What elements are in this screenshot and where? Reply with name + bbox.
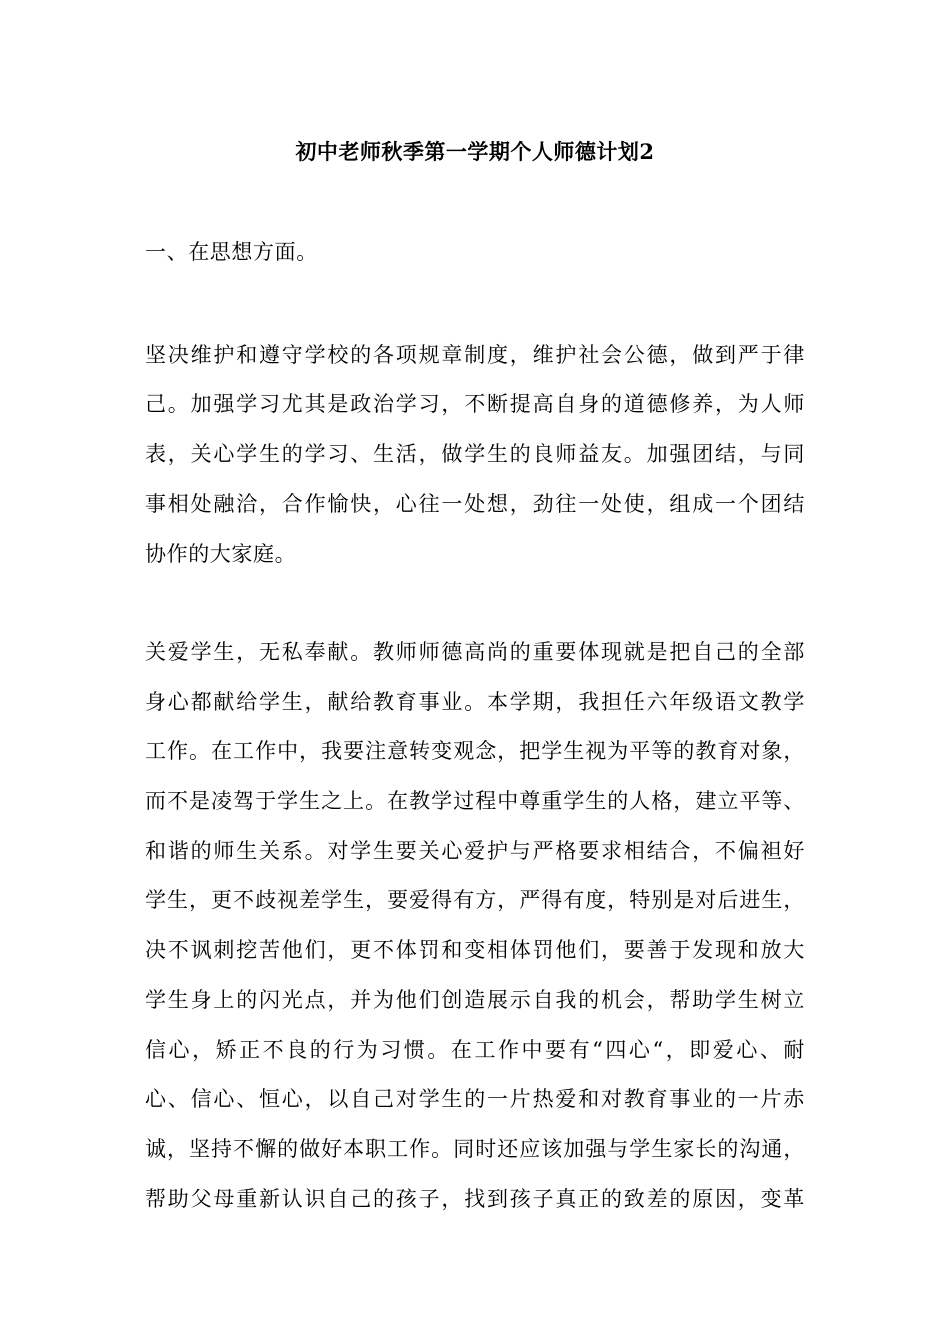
paragraph-line: 和谐的师生关系。对学生要关心爱护与严格要求相结合，不偏袒好	[145, 839, 805, 863]
paragraph-line: 决不讽刺挖苦他们，更不体罚和变相体罚他们，要善于发现和放大	[145, 938, 805, 962]
section-heading: 一、在思想方面。	[145, 240, 318, 264]
paragraph-line: 帮助父母重新认识自己的孩子，找到孩子真正的致差的原因，变革	[145, 1187, 805, 1211]
paragraph-line: 学生，更不歧视差学生，要爱得有方，严得有度，特别是对后进生，	[145, 888, 805, 912]
paragraph-line: 诚，坚持不懈的做好本职工作。同时还应该加强与学生家长的沟通，	[145, 1137, 805, 1161]
paragraph-line: 关爱学生，无私奉献。教师师德高尚的重要体现就是把自己的全部	[145, 640, 805, 664]
paragraph-line: 己。加强学习尤其是政治学习，不断提高自身的道德修养，为人师	[145, 392, 805, 416]
paragraph-line: 事相处融洽，合作愉快，心往一处想，劲往一处使，组成一个团结	[145, 492, 805, 516]
paragraph-line: 身心都献给学生，献给教育事业。本学期，我担任六年级语文教学	[145, 690, 805, 714]
paragraph-line: 表，关心学生的学习、生活，做学生的良师益友。加强团结，与同	[145, 442, 805, 466]
paragraph-line: 而不是凌驾于学生之上。在教学过程中尊重学生的人格，建立平等、	[145, 789, 805, 813]
paragraph-line: 工作。在工作中，我要注意转变观念，把学生视为平等的教育对象，	[145, 739, 805, 763]
document-title: 初中老师秋季第一学期个人师德计划2	[295, 139, 655, 164]
paragraph-line: 信心，矫正不良的行为习惯。在工作中要有“四心“，即爱心、耐	[145, 1038, 805, 1062]
paragraph-line: 学生身上的闪光点，并为他们创造展示自我的机会，帮助学生树立	[145, 988, 805, 1012]
paragraph-line: 心、信心、恒心，以自己对学生的一片热爱和对教育事业的一片赤	[145, 1087, 805, 1111]
paragraph-line: 协作的大家庭。	[145, 542, 297, 566]
paragraph-line: 坚决维护和遵守学校的各项规章制度，维护社会公德，做到严于律	[145, 343, 805, 367]
